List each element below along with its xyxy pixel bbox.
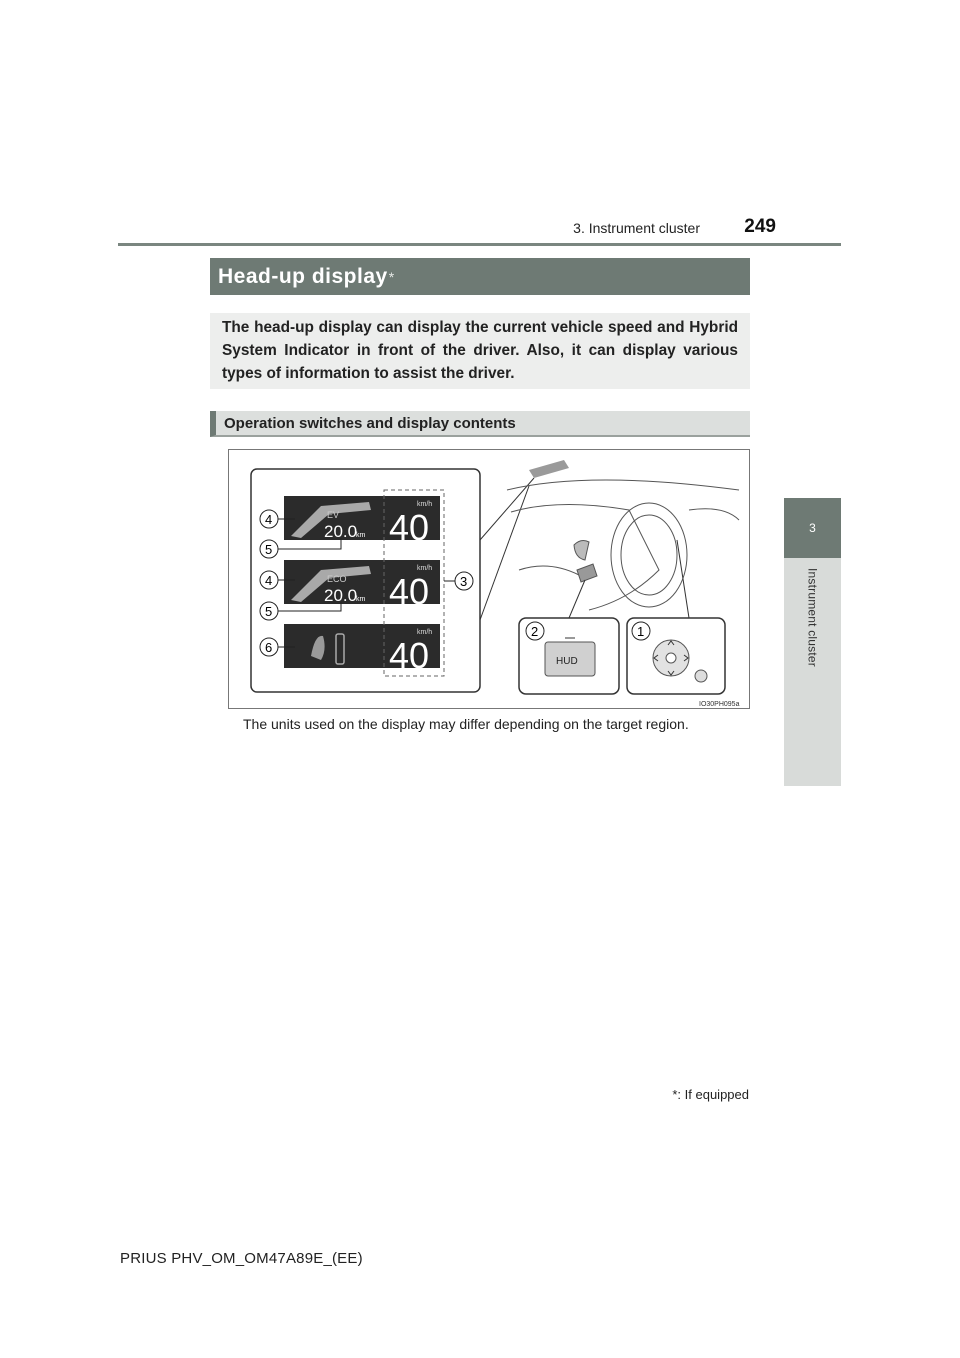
- steering-wheel-inner: [621, 515, 677, 595]
- hud-illustration: [228, 449, 750, 709]
- left-vent: [574, 541, 589, 560]
- switch-detail-2: [519, 580, 619, 694]
- header-rule: [118, 243, 841, 246]
- speed-value-2: 40: [389, 571, 430, 612]
- dashboard-lower-contour: [519, 566, 579, 575]
- distance-value-1: 20.0: [324, 522, 358, 541]
- footnote: *: If equipped: [672, 1087, 749, 1102]
- hud-illustration-svg: [229, 450, 749, 708]
- subsection-heading-text: Operation switches and display contents: [224, 414, 516, 432]
- hud-switch-label: HUD: [556, 656, 578, 667]
- figure-caption: The units used on the display may differ depending on the target region.: [243, 716, 689, 732]
- callout-6-label: 6: [265, 640, 273, 655]
- image-code: IO30PH095a: [699, 701, 740, 708]
- equipped-mark: *: [388, 268, 395, 285]
- dashboard-top-edge: [507, 480, 739, 490]
- callout-2-label: 2: [531, 624, 539, 639]
- speed-unit-3: km/h: [417, 629, 433, 636]
- hud-projector: [529, 460, 569, 478]
- callout-1-label: 1: [637, 624, 645, 639]
- callout-5b-label: 5: [265, 604, 273, 619]
- steering-switch-center[interactable]: [666, 653, 676, 663]
- section-title: [210, 258, 750, 295]
- steering-wheel: [611, 503, 687, 607]
- subsection-heading: [210, 411, 750, 437]
- chapter-tab: [784, 558, 841, 786]
- distance-unit-2: km: [356, 596, 366, 603]
- callout-3-label: 3: [460, 574, 468, 589]
- section-title-text: Head-up display: [218, 264, 388, 288]
- windshield-leader-1: [480, 478, 534, 540]
- speed-unit-2: km/h: [417, 565, 433, 572]
- mode-label-ev: EV: [327, 510, 340, 520]
- distance-unit-1: km: [356, 532, 366, 539]
- intro-paragraph: The head-up display can display the current vehicle speed and Hybrid System Indicator in front of the driver. Also, it can display various types of information to assist the driver.: [210, 313, 750, 389]
- mode-label-eco: ECO: [327, 574, 347, 584]
- chapter-tab-number: 3: [784, 498, 841, 558]
- callout-4b-label: 4: [265, 573, 273, 588]
- speed-unit-1: km/h: [417, 501, 433, 508]
- chapter-tab-label: Instrument cluster: [805, 568, 820, 667]
- footer-doc-code: PRIUS PHV_OM_OM47A89E_(EE): [120, 1250, 363, 1267]
- page-number: 249: [744, 216, 776, 237]
- hud-switch-area: [577, 564, 597, 582]
- speed-value-1: 40: [389, 507, 430, 548]
- dashboard-line-art: [507, 460, 739, 640]
- speed-value-3: 40: [389, 635, 430, 676]
- running-header-section: 3. Instrument cluster: [573, 220, 700, 236]
- callout-5a-label: 5: [265, 542, 273, 557]
- right-dash-contour: [689, 509, 739, 520]
- switch-2-leader: [569, 580, 585, 618]
- callout-4a-label: 4: [265, 512, 273, 527]
- distance-value-2: 20.0: [324, 586, 358, 605]
- back-button[interactable]: [695, 670, 707, 682]
- windshield-leader-2: [480, 486, 529, 620]
